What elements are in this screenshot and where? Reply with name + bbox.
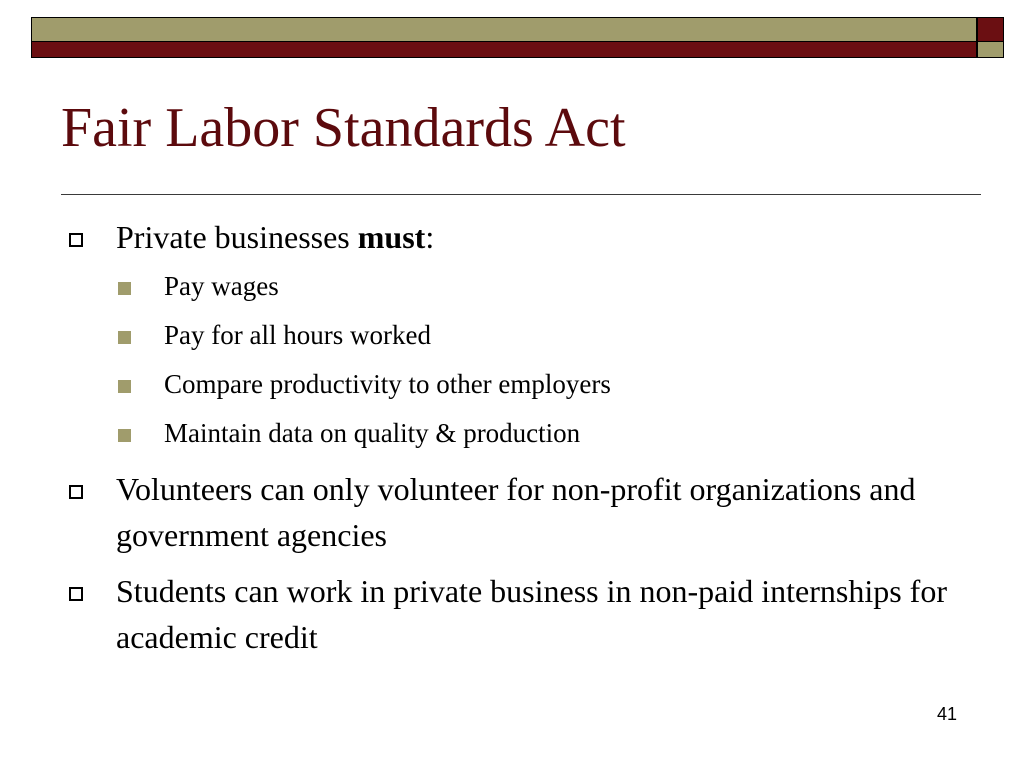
sub-bullet-text: Maintain data on quality & production [164, 418, 581, 448]
hollow-square-bullet-icon [69, 485, 83, 499]
header-band-olive [31, 17, 977, 42]
filled-square-bullet-icon [118, 429, 131, 442]
slide-title: Fair Labor Standards Act [61, 97, 626, 159]
sub-bullet-item [64, 417, 964, 450]
bullet-text: Private businesses [116, 219, 358, 255]
slide-number: 41 [937, 704, 958, 724]
bullet-emphasis: must [357, 219, 426, 255]
header-band-maroon [31, 42, 977, 58]
header-corner-olive [977, 42, 1004, 58]
bullet-volunteers [64, 466, 964, 558]
header-corner-maroon [977, 17, 1004, 42]
filled-square-bullet-icon [118, 331, 131, 344]
title-divider [61, 194, 981, 195]
filled-square-bullet-icon [118, 380, 131, 393]
sub-bullet-text: Pay wages [164, 271, 279, 301]
bullet-private-businesses [64, 214, 964, 260]
sub-bullet-text: Pay for all hours worked [164, 320, 431, 350]
sub-bullet-item [64, 319, 964, 352]
hollow-square-bullet-icon [69, 587, 83, 601]
sub-bullet-text: Compare productivity to other employers [164, 369, 611, 399]
sub-bullet-list [64, 270, 964, 450]
sub-bullet-item [64, 368, 964, 401]
bullet-students [64, 568, 964, 660]
bullet-text: Volunteers can only volunteer for non-profit organizations and government agencies [116, 471, 916, 553]
sub-bullet-item [64, 270, 964, 303]
bullet-suffix: : [425, 219, 435, 255]
bullet-text: Students can work in private business in non-paid internships for academic credit [116, 573, 947, 655]
slide-body [64, 214, 964, 670]
hollow-square-bullet-icon [69, 233, 83, 247]
filled-square-bullet-icon [118, 282, 131, 295]
